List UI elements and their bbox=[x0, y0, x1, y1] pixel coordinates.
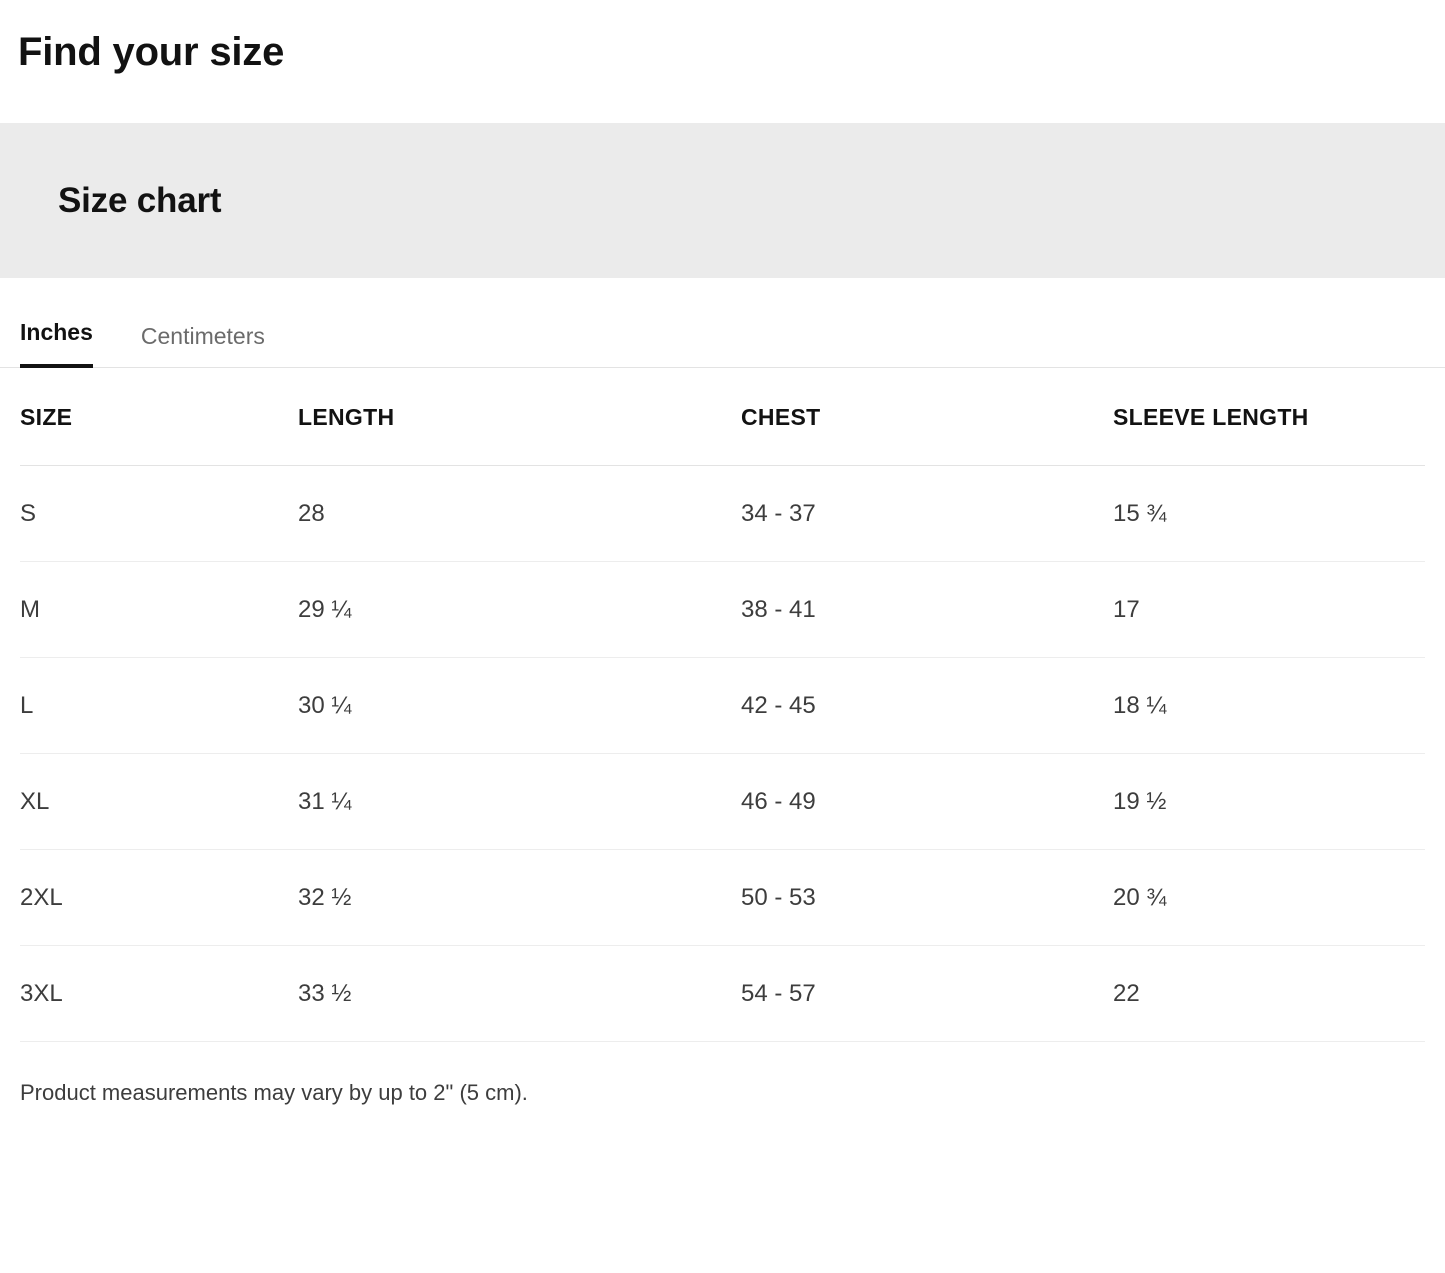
cell-length: 33 ½ bbox=[298, 946, 741, 1042]
tab-centimeters[interactable]: Centimeters bbox=[141, 323, 265, 368]
cell-chest: 46 - 49 bbox=[741, 754, 1113, 850]
cell-chest: 34 - 37 bbox=[741, 466, 1113, 562]
table-header-row bbox=[20, 368, 1425, 466]
table-row bbox=[20, 946, 1425, 1042]
cell-chest: 54 - 57 bbox=[741, 946, 1113, 1042]
cell-size: 3XL bbox=[20, 946, 298, 1042]
cell-sleeve: 20 ¾ bbox=[1113, 850, 1425, 946]
cell-sleeve: 15 ¾ bbox=[1113, 466, 1425, 562]
table-row bbox=[20, 562, 1425, 658]
cell-length: 32 ½ bbox=[298, 850, 741, 946]
cell-length: 28 bbox=[298, 466, 741, 562]
cell-sleeve: 22 bbox=[1113, 946, 1425, 1042]
size-chart-table bbox=[20, 368, 1425, 1042]
cell-sleeve: 19 ½ bbox=[1113, 754, 1425, 850]
cell-sleeve: 18 ¼ bbox=[1113, 658, 1425, 754]
size-chart-banner bbox=[0, 123, 1445, 278]
size-chart-heading: Size chart bbox=[58, 180, 222, 220]
table-row bbox=[20, 466, 1425, 562]
table-row bbox=[20, 754, 1425, 850]
column-header-chest: CHEST bbox=[741, 368, 1113, 466]
cell-length: 31 ¼ bbox=[298, 754, 741, 850]
table-row bbox=[20, 658, 1425, 754]
cell-size: L bbox=[20, 658, 298, 754]
cell-chest: 38 - 41 bbox=[741, 562, 1113, 658]
cell-sleeve: 17 bbox=[1113, 562, 1425, 658]
cell-length: 30 ¼ bbox=[298, 658, 741, 754]
cell-length: 29 ¼ bbox=[298, 562, 741, 658]
cell-chest: 42 - 45 bbox=[741, 658, 1113, 754]
cell-size: XL bbox=[20, 754, 298, 850]
cell-size: S bbox=[20, 466, 298, 562]
column-header-length: LENGTH bbox=[298, 368, 741, 466]
tab-inches[interactable]: Inches bbox=[20, 319, 93, 368]
column-header-sleeve-length: SLEEVE LENGTH bbox=[1113, 368, 1425, 466]
cell-size: M bbox=[20, 562, 298, 658]
cell-size: 2XL bbox=[20, 850, 298, 946]
column-header-size: SIZE bbox=[20, 368, 298, 466]
table-row bbox=[20, 850, 1425, 946]
page-title: Find your size bbox=[18, 30, 285, 74]
cell-chest: 50 - 53 bbox=[741, 850, 1113, 946]
measurement-footnote: Product measurements may vary by up to 2" (5 cm). bbox=[20, 1080, 528, 1105]
unit-tabs bbox=[0, 278, 1445, 368]
